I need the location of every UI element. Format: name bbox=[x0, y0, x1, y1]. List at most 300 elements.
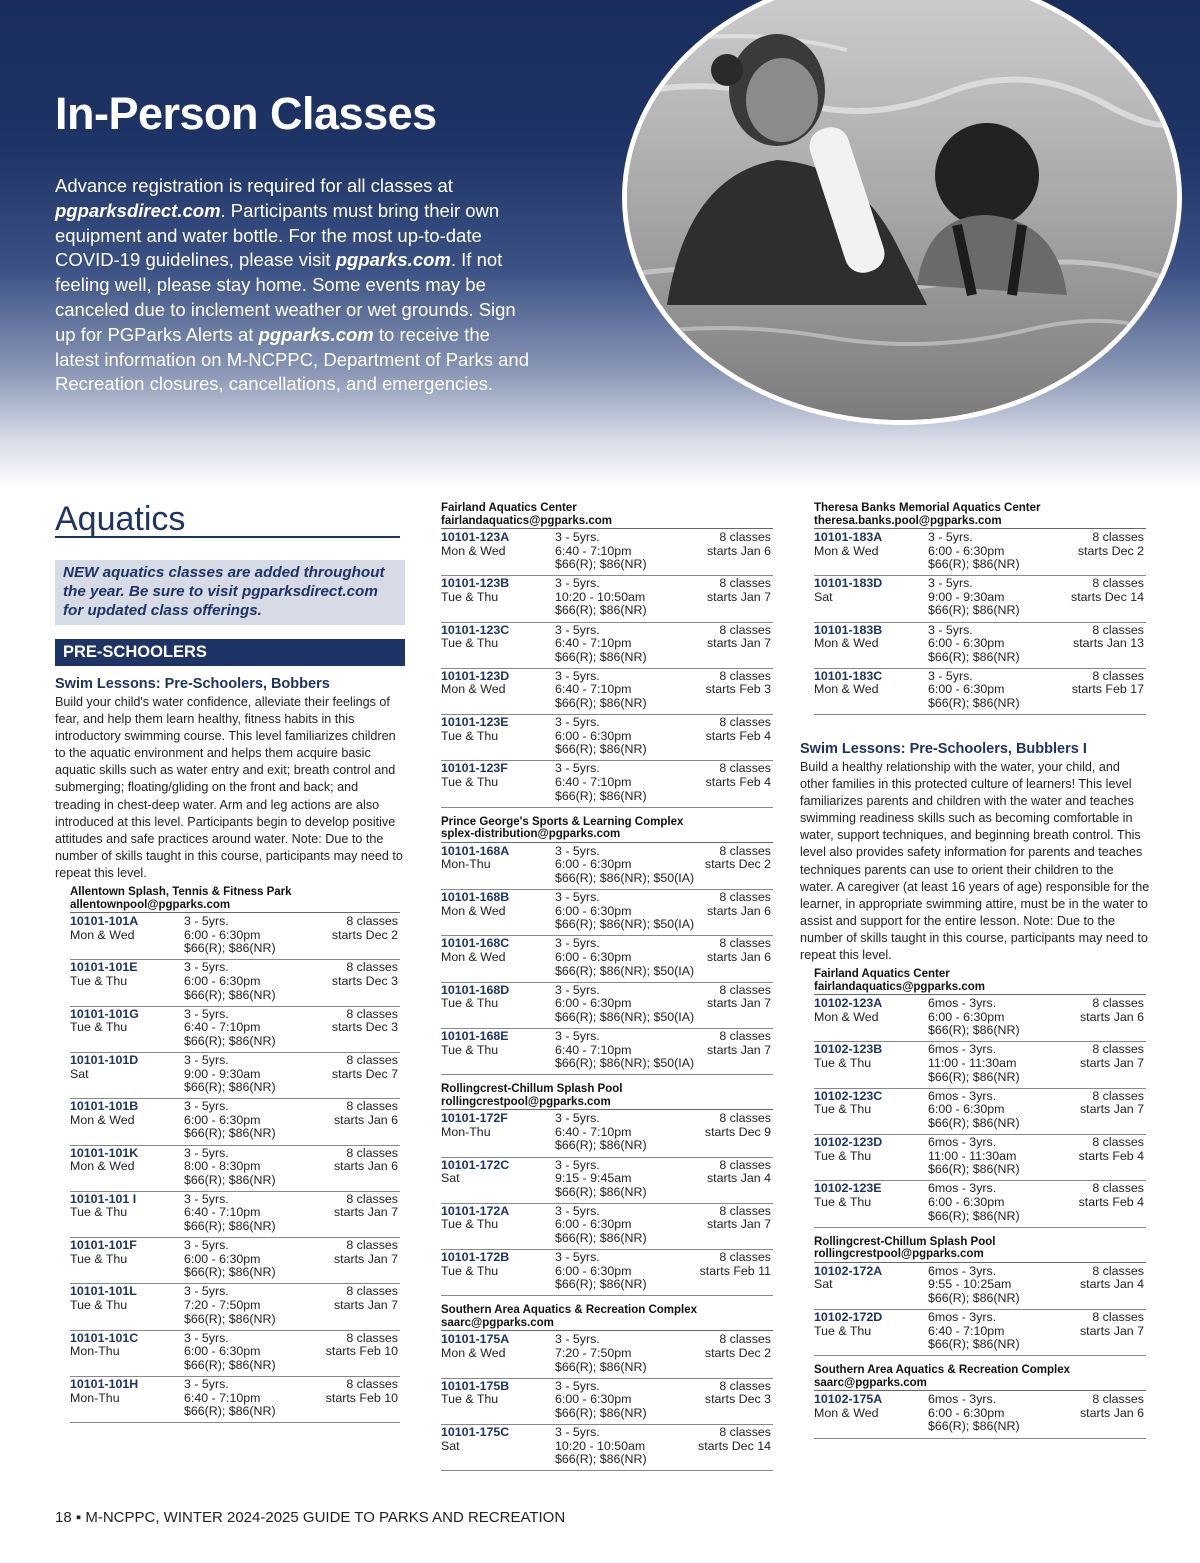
class-days: Mon & Wed bbox=[70, 1112, 135, 1127]
class-code: 10101-175A bbox=[441, 1332, 510, 1347]
class-days: Sat bbox=[814, 589, 833, 604]
class-code: 10101-175C bbox=[441, 1425, 510, 1440]
class-row[interactable] bbox=[70, 1377, 400, 1423]
class-days: Sat bbox=[814, 1277, 833, 1292]
class-code: 10102-123A bbox=[814, 996, 883, 1011]
class-days: Mon & Wed bbox=[441, 543, 506, 558]
class-row[interactable] bbox=[70, 1007, 400, 1053]
class-session-cell bbox=[1073, 624, 1144, 651]
location-group bbox=[441, 816, 773, 1075]
location-group bbox=[814, 968, 1146, 1227]
class-count: 8 classes bbox=[719, 761, 771, 776]
location-header bbox=[441, 502, 773, 529]
class-row[interactable] bbox=[70, 1238, 400, 1284]
class-count: 8 classes bbox=[346, 1006, 398, 1021]
class-start: starts Jan 7 bbox=[333, 1251, 398, 1266]
class-code: 10102-172A bbox=[814, 1263, 883, 1278]
class-time: 6:00 - 6:30pm bbox=[555, 728, 632, 743]
class-time: 6:40 - 7:10pm bbox=[555, 636, 632, 651]
class-days: Tue & Thu bbox=[441, 775, 499, 790]
class-detail-cell bbox=[928, 1182, 1020, 1223]
class-id-cell bbox=[441, 1030, 509, 1057]
class-row[interactable] bbox=[814, 1264, 1146, 1310]
class-row[interactable] bbox=[441, 669, 773, 715]
class-fee: $66(R); $86(NR) bbox=[555, 1184, 647, 1199]
class-session-cell bbox=[326, 1378, 398, 1405]
location-header bbox=[814, 1364, 1146, 1391]
class-id-cell bbox=[441, 937, 509, 964]
class-row[interactable] bbox=[441, 983, 773, 1029]
class-days: Tue & Thu bbox=[441, 728, 499, 743]
class-fee: $66(R); $86(NR) bbox=[555, 603, 647, 618]
class-detail-cell bbox=[184, 961, 276, 1002]
class-fee: $66(R); $86(NR) bbox=[928, 649, 1020, 664]
class-days: Tue & Thu bbox=[441, 589, 499, 604]
class-fee: $66(R); $86(NR) bbox=[555, 788, 647, 803]
class-days: Tue & Thu bbox=[70, 973, 128, 988]
class-session-cell bbox=[1080, 1311, 1144, 1338]
class-fee: $66(R); $86(NR) bbox=[928, 557, 1020, 572]
class-row[interactable] bbox=[814, 623, 1146, 669]
class-count: 8 classes bbox=[346, 1377, 398, 1391]
location-header bbox=[814, 1236, 1146, 1263]
class-start: starts Jan 6 bbox=[333, 1112, 398, 1127]
class-age: 3 - 5yrs. bbox=[184, 1052, 229, 1067]
class-row[interactable] bbox=[70, 1146, 400, 1192]
class-days: Mon & Wed bbox=[814, 682, 879, 697]
class-session-cell bbox=[326, 1332, 398, 1359]
class-time: 6:40 - 7:10pm bbox=[928, 1323, 1005, 1338]
class-session-cell bbox=[698, 1426, 771, 1453]
class-session-cell bbox=[707, 1205, 771, 1232]
class-age: 3 - 5yrs. bbox=[555, 622, 600, 637]
location-group bbox=[814, 1236, 1146, 1357]
location-email[interactable]: saarc@pgparks.com bbox=[441, 1316, 554, 1329]
class-id-cell bbox=[441, 845, 509, 872]
location-header bbox=[814, 968, 1146, 995]
class-count: 8 classes bbox=[1092, 1181, 1144, 1196]
class-row[interactable] bbox=[441, 1204, 773, 1250]
class-count: 8 classes bbox=[346, 1099, 398, 1114]
class-id-cell bbox=[441, 716, 509, 743]
class-age: 3 - 5yrs. bbox=[928, 622, 973, 637]
class-id-cell bbox=[70, 1054, 138, 1081]
class-row[interactable] bbox=[441, 623, 773, 669]
class-start: starts Dec 2 bbox=[331, 927, 398, 942]
location-header bbox=[441, 1304, 773, 1331]
class-detail-cell bbox=[555, 1205, 647, 1246]
class-fee: $66(R); $86(NR) bbox=[184, 1311, 276, 1326]
class-row[interactable] bbox=[441, 1425, 773, 1471]
class-id-cell bbox=[441, 531, 509, 558]
class-code: 10101-168D bbox=[441, 982, 510, 997]
class-row[interactable] bbox=[441, 890, 773, 936]
class-detail-cell bbox=[555, 937, 694, 978]
class-row[interactable] bbox=[814, 1089, 1146, 1135]
class-code: 10101-168C bbox=[441, 936, 510, 951]
class-row[interactable] bbox=[441, 1029, 773, 1075]
class-count: 8 classes bbox=[719, 1203, 771, 1218]
class-code: 10101-168A bbox=[441, 843, 510, 858]
class-detail-cell bbox=[928, 1311, 1020, 1352]
class-detail-cell bbox=[928, 1136, 1020, 1177]
intro-text: . Participants must bring their own equipment and water bottle. For the most up-to-date COVID-19 guidelines, please visit bbox=[55, 199, 500, 271]
class-time: 6:00 - 6:30pm bbox=[928, 1102, 1005, 1117]
class-time: 9:15 - 9:45am bbox=[555, 1171, 632, 1186]
class-count: 8 classes bbox=[346, 914, 398, 929]
class-age: 6mos - 3yrs. bbox=[928, 1263, 997, 1278]
location-name: Southern Area Aquatics & Recreation Complex bbox=[814, 1364, 1071, 1377]
location-email[interactable]: rollingcrestpool@pgparks.com bbox=[814, 1248, 984, 1261]
class-id-cell bbox=[441, 1251, 509, 1278]
class-days: Mon-Thu bbox=[441, 1124, 491, 1139]
class-id-cell bbox=[441, 624, 509, 651]
class-start: starts Feb 17 bbox=[1071, 682, 1144, 697]
class-time: 7:20 - 7:50pm bbox=[555, 1346, 632, 1361]
class-code: 10101-123C bbox=[441, 622, 510, 637]
class-row[interactable] bbox=[814, 1135, 1146, 1181]
class-row[interactable] bbox=[441, 715, 773, 761]
class-detail-cell bbox=[928, 1393, 1020, 1434]
class-age: 6mos - 3yrs. bbox=[928, 1309, 997, 1324]
class-code: 10101-183D bbox=[814, 576, 883, 591]
class-count: 8 classes bbox=[719, 1332, 771, 1347]
class-row[interactable] bbox=[70, 1331, 400, 1377]
class-fee: $66(R); $86(NR) bbox=[555, 1359, 647, 1374]
class-code: 10101-172B bbox=[441, 1250, 510, 1265]
class-days: Tue & Thu bbox=[441, 1042, 499, 1057]
class-time: 6:00 - 6:30pm bbox=[928, 636, 1005, 651]
class-days: Mon-Thu bbox=[441, 857, 491, 872]
class-days: Mon-Thu bbox=[70, 1344, 120, 1359]
location-email[interactable]: splex-distribution@pgparks.com bbox=[441, 828, 621, 841]
class-session-cell bbox=[332, 1008, 398, 1035]
class-id-cell bbox=[70, 1285, 137, 1312]
location-email[interactable]: saarc@pgparks.com bbox=[814, 1376, 927, 1389]
class-detail-cell bbox=[555, 891, 694, 932]
class-detail-cell bbox=[184, 1100, 276, 1141]
intro-text: to receive the latest information on M-NCPPC, Department of Parks and Recreation closures, cancellations, and emergencies. bbox=[55, 323, 529, 395]
class-count: 8 classes bbox=[719, 843, 771, 858]
class-start: starts Jan 7 bbox=[706, 1217, 771, 1232]
class-age: 6mos - 3yrs. bbox=[928, 1088, 997, 1103]
class-count: 8 classes bbox=[1092, 1088, 1144, 1103]
class-code: 10101-123A bbox=[441, 530, 510, 544]
class-time: 6:00 - 6:30pm bbox=[928, 682, 1005, 697]
category-bar-preschoolers: PRE-SCHOOLERS bbox=[55, 639, 405, 666]
class-fee: $66(R); $86(NR); $50(IA) bbox=[555, 917, 695, 932]
class-code: 10101-123B bbox=[441, 576, 510, 591]
class-start: starts Feb 4 bbox=[705, 728, 771, 743]
class-detail-cell bbox=[928, 1043, 1020, 1084]
class-count: 8 classes bbox=[346, 1238, 398, 1253]
class-days: Tue & Thu bbox=[814, 1323, 872, 1338]
class-code: 10101-175B bbox=[441, 1378, 510, 1393]
class-days: Mon & Wed bbox=[441, 949, 506, 964]
class-session-cell bbox=[705, 1112, 771, 1139]
location-email[interactable]: theresa.banks.pool@pgparks.com bbox=[814, 514, 1002, 527]
class-age: 3 - 5yrs. bbox=[555, 668, 600, 683]
class-days: Tue & Thu bbox=[70, 1020, 128, 1035]
class-days: Mon & Wed bbox=[70, 927, 135, 942]
class-row[interactable] bbox=[814, 1181, 1146, 1227]
class-age: 3 - 5yrs. bbox=[555, 530, 600, 544]
class-code: 10101-123F bbox=[441, 761, 508, 776]
class-row[interactable] bbox=[814, 996, 1146, 1042]
class-days: Tue & Thu bbox=[441, 1263, 499, 1278]
class-code: 10101-172F bbox=[441, 1111, 508, 1126]
class-row[interactable] bbox=[441, 1250, 773, 1296]
class-row[interactable] bbox=[70, 960, 400, 1006]
class-row[interactable] bbox=[814, 669, 1146, 715]
pgparksdirect-link[interactable]: pgparksdirect.com bbox=[55, 199, 221, 221]
class-time: 8:00 - 8:30pm bbox=[184, 1159, 261, 1174]
class-id-cell bbox=[441, 1112, 508, 1139]
class-start: starts Jan 7 bbox=[333, 1205, 398, 1220]
class-code: 10102-123C bbox=[814, 1088, 883, 1103]
class-session-cell bbox=[334, 1100, 398, 1127]
class-id-cell bbox=[814, 577, 882, 604]
class-time: 6:00 - 6:30pm bbox=[555, 903, 632, 918]
class-id-cell bbox=[441, 670, 509, 697]
class-start: starts Dec 3 bbox=[331, 973, 398, 988]
class-detail-cell bbox=[184, 1332, 276, 1373]
class-start: starts Jan 13 bbox=[1073, 636, 1144, 651]
location-email[interactable]: fairlandaquatics@pgparks.com bbox=[441, 514, 612, 527]
class-code: 10101-101B bbox=[70, 1099, 139, 1114]
class-row[interactable] bbox=[70, 1284, 400, 1330]
class-row[interactable] bbox=[441, 1379, 773, 1425]
location-header bbox=[441, 816, 773, 843]
class-count: 8 classes bbox=[1092, 996, 1144, 1011]
class-code: 10101-101A bbox=[70, 914, 139, 929]
class-count: 8 classes bbox=[346, 1330, 398, 1345]
class-code: 10102-123B bbox=[814, 1042, 883, 1057]
class-age: 3 - 5yrs. bbox=[555, 761, 600, 776]
class-code: 10101-168B bbox=[441, 890, 510, 905]
class-id-cell bbox=[814, 1265, 882, 1292]
location-email[interactable]: fairlandaquatics@pgparks.com bbox=[814, 980, 985, 993]
class-start: starts Feb 3 bbox=[705, 682, 771, 697]
class-row[interactable] bbox=[441, 530, 773, 576]
class-start: starts Jan 7 bbox=[1079, 1056, 1144, 1071]
class-id-cell bbox=[814, 1393, 882, 1420]
class-count: 8 classes bbox=[346, 1052, 398, 1067]
class-row[interactable] bbox=[814, 1042, 1146, 1088]
location-name: Fairland Aquatics Center bbox=[441, 502, 577, 514]
class-fee: $66(R); $86(NR) bbox=[184, 1172, 276, 1187]
class-session-cell bbox=[1080, 997, 1144, 1024]
class-row[interactable] bbox=[70, 914, 400, 960]
class-session-cell bbox=[706, 716, 771, 743]
class-row[interactable] bbox=[441, 1332, 773, 1378]
class-start: starts Dec 14 bbox=[1071, 589, 1144, 604]
location-email[interactable]: rollingcrestpool@pgparks.com bbox=[441, 1095, 611, 1108]
location-name: Theresa Banks Memorial Aquatics Center bbox=[814, 502, 1041, 514]
class-fee: $66(R); $86(NR) bbox=[184, 1126, 276, 1141]
class-time: 9:00 - 9:30am bbox=[184, 1066, 261, 1081]
class-start: starts Jan 7 bbox=[1079, 1102, 1144, 1117]
class-fee: $66(R); $86(NR) bbox=[928, 1290, 1020, 1305]
class-time: 6:00 - 6:30pm bbox=[184, 1344, 261, 1359]
class-session-cell bbox=[334, 1147, 398, 1174]
class-time: 6:00 - 6:30pm bbox=[555, 1263, 632, 1278]
class-days: Tue & Thu bbox=[814, 1102, 872, 1117]
class-start: starts Jan 6 bbox=[706, 543, 771, 558]
class-start: starts Jan 6 bbox=[333, 1159, 398, 1174]
class-age: 3 - 5yrs. bbox=[555, 1378, 600, 1393]
class-age: 3 - 5yrs. bbox=[555, 1250, 600, 1265]
class-code: 10101-101K bbox=[70, 1145, 139, 1160]
class-row[interactable] bbox=[70, 1053, 400, 1099]
class-session-cell bbox=[707, 624, 771, 651]
class-row[interactable] bbox=[441, 576, 773, 622]
class-fee: $66(R); $86(NR); $50(IA) bbox=[555, 870, 695, 885]
class-session-cell bbox=[1078, 531, 1144, 558]
class-session-cell bbox=[334, 1193, 398, 1220]
class-time: 6:00 - 6:30pm bbox=[555, 996, 632, 1011]
class-start: starts Dec 7 bbox=[331, 1066, 398, 1081]
location-group bbox=[70, 886, 400, 1423]
class-age: 6mos - 3yrs. bbox=[928, 1042, 997, 1057]
class-code: 10101-101L bbox=[70, 1284, 137, 1299]
pgparks-link[interactable]: pgparks.com bbox=[258, 323, 374, 345]
class-code: 10101-123D bbox=[441, 668, 510, 683]
class-age: 3 - 5yrs. bbox=[184, 960, 229, 975]
class-start: starts Dec 2 bbox=[704, 857, 771, 872]
class-detail-cell bbox=[184, 1193, 276, 1234]
class-row[interactable] bbox=[441, 844, 773, 890]
class-start: starts Jan 4 bbox=[706, 1171, 771, 1186]
class-row[interactable] bbox=[441, 936, 773, 982]
class-id-cell bbox=[814, 531, 882, 558]
class-detail-cell bbox=[555, 670, 647, 711]
class-detail-cell bbox=[184, 1378, 276, 1419]
class-detail-cell bbox=[555, 845, 694, 886]
class-row[interactable] bbox=[814, 1392, 1146, 1438]
class-start: starts Dec 2 bbox=[1077, 543, 1144, 558]
class-id-cell bbox=[441, 891, 509, 918]
class-id-cell bbox=[814, 1090, 882, 1117]
class-age: 6mos - 3yrs. bbox=[928, 1392, 997, 1407]
class-time: 6:40 - 7:10pm bbox=[184, 1390, 261, 1405]
class-row[interactable] bbox=[70, 1192, 400, 1238]
class-start: starts Feb 4 bbox=[1078, 1194, 1144, 1209]
class-code: 10101-101 I bbox=[70, 1191, 137, 1206]
class-detail-cell bbox=[928, 997, 1020, 1038]
class-session-cell bbox=[707, 577, 771, 604]
class-fee: $66(R); $86(NR) bbox=[555, 1231, 647, 1246]
location-group bbox=[441, 1083, 773, 1296]
class-row[interactable] bbox=[814, 530, 1146, 576]
schedule-bubblers bbox=[814, 968, 1146, 1438]
class-id-cell bbox=[70, 1378, 138, 1405]
class-count: 8 classes bbox=[719, 530, 771, 544]
class-age: 3 - 5yrs. bbox=[555, 1425, 600, 1440]
class-detail-cell bbox=[555, 1251, 647, 1292]
pgparks-link[interactable]: pgparks.com bbox=[335, 249, 451, 271]
class-session-cell bbox=[1080, 1090, 1144, 1117]
class-row[interactable] bbox=[441, 1111, 773, 1157]
swim-lesson-photo bbox=[622, 0, 1182, 425]
class-detail-cell bbox=[555, 577, 647, 618]
class-session-cell bbox=[707, 937, 771, 964]
class-row[interactable] bbox=[441, 1158, 773, 1204]
class-code: 10102-175A bbox=[814, 1392, 883, 1407]
class-count: 8 classes bbox=[1092, 622, 1144, 637]
class-time: 10:20 - 10:50am bbox=[555, 589, 646, 604]
class-fee: $66(R); $86(NR) bbox=[928, 1337, 1020, 1352]
class-row[interactable] bbox=[814, 1310, 1146, 1356]
class-fee: $66(R); $86(NR) bbox=[555, 742, 647, 757]
location-email[interactable]: allentownpool@pgparks.com bbox=[70, 898, 231, 911]
class-age: 3 - 5yrs. bbox=[928, 576, 973, 591]
class-time: 6:00 - 6:30pm bbox=[555, 949, 632, 964]
class-row[interactable] bbox=[70, 1099, 400, 1145]
location-name: Rollingcrest-Chillum Splash Pool bbox=[441, 1083, 623, 1096]
class-time: 11:00 - 11:30am bbox=[928, 1148, 1017, 1163]
class-code: 10101-183C bbox=[814, 668, 883, 683]
class-time: 6:00 - 6:30pm bbox=[184, 973, 261, 988]
class-id-cell bbox=[814, 1182, 882, 1209]
class-time: 6:00 - 6:30pm bbox=[928, 543, 1005, 558]
class-fee: $66(R); $86(NR) bbox=[555, 1452, 647, 1467]
class-row[interactable] bbox=[814, 576, 1146, 622]
class-fee: $66(R); $86(NR) bbox=[184, 1265, 276, 1280]
class-age: 3 - 5yrs. bbox=[184, 1238, 229, 1253]
class-days: Mon & Wed bbox=[441, 682, 506, 697]
class-session-cell bbox=[334, 1239, 398, 1266]
class-fee: $66(R); $86(NR) bbox=[184, 987, 276, 1002]
class-fee: $66(R); $86(NR) bbox=[184, 1033, 276, 1048]
class-age: 3 - 5yrs. bbox=[184, 1330, 229, 1345]
class-time: 6:00 - 6:30pm bbox=[928, 1405, 1005, 1420]
class-start: starts Dec 3 bbox=[704, 1392, 771, 1407]
class-days: Mon & Wed bbox=[814, 1405, 879, 1420]
class-time: 11:00 - 11:30am bbox=[928, 1056, 1017, 1071]
class-session-cell bbox=[705, 1380, 771, 1407]
location-group bbox=[814, 1364, 1146, 1438]
class-session-cell bbox=[707, 531, 771, 558]
class-count: 8 classes bbox=[1092, 1263, 1144, 1278]
class-age: 3 - 5yrs. bbox=[555, 1111, 600, 1126]
class-row[interactable] bbox=[441, 761, 773, 807]
class-id-cell bbox=[70, 915, 138, 942]
class-start: starts Dec 9 bbox=[704, 1124, 771, 1139]
class-age: 3 - 5yrs. bbox=[184, 1099, 229, 1114]
class-start: starts Jan 7 bbox=[706, 1042, 771, 1057]
class-start: starts Jan 6 bbox=[706, 903, 771, 918]
class-time: 6:40 - 7:10pm bbox=[555, 682, 632, 697]
class-start: starts Jan 7 bbox=[706, 589, 771, 604]
class-time: 10:20 - 10:50am bbox=[555, 1438, 646, 1453]
class-code: 10101-101E bbox=[70, 960, 138, 975]
class-count: 8 classes bbox=[719, 1157, 771, 1172]
class-count: 8 classes bbox=[1092, 668, 1144, 683]
class-fee: $66(R); $86(NR) bbox=[928, 1023, 1020, 1038]
location-group bbox=[441, 1304, 773, 1471]
class-code: 10101-101F bbox=[70, 1238, 137, 1253]
class-days: Tue & Thu bbox=[441, 636, 499, 651]
class-count: 8 classes bbox=[346, 1191, 398, 1206]
class-fee: $66(R); $86(NR) bbox=[928, 1419, 1020, 1434]
class-time: 6:40 - 7:10pm bbox=[555, 543, 632, 558]
class-age: 3 - 5yrs. bbox=[555, 982, 600, 997]
class-detail-cell bbox=[555, 1333, 647, 1374]
class-code: 10101-101C bbox=[70, 1330, 139, 1345]
class-age: 6mos - 3yrs. bbox=[928, 996, 997, 1011]
class-detail-cell bbox=[555, 1380, 647, 1421]
